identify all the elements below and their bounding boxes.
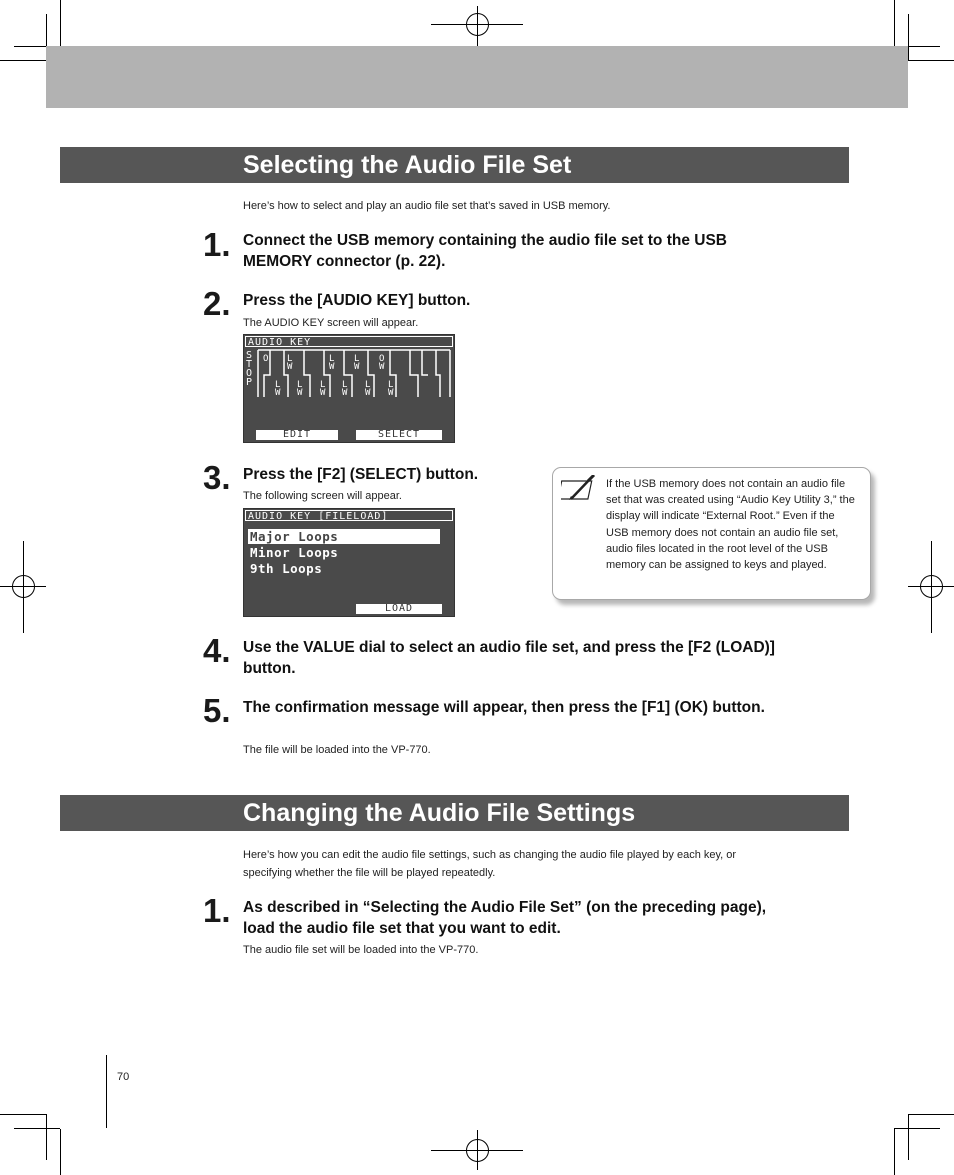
lcd-fileload-screen (243, 508, 455, 617)
lcd-list-item-selected[interactable]: Major Loops (248, 529, 440, 544)
svg-text:O: O (263, 354, 269, 364)
svg-text:W: W (379, 362, 385, 372)
lcd-audio-key-screen (243, 334, 455, 443)
section-header (60, 147, 849, 183)
note-text: If the USB memory does not contain an audio file set that was created using “Audio Key Utility 3,” the display will indicate “External Root.” Even if the USB memory does not contain an audio file set, audio files located in the root level of the USB memory can be assigned to keys and played. (606, 478, 855, 572)
step-number: 4. (203, 632, 231, 669)
svg-text:W: W (388, 388, 394, 398)
lcd-title: AUDIO KEY (245, 336, 453, 347)
step-result: The audio file set will be loaded into the VP-770. (243, 944, 479, 956)
svg-text:L: L (365, 380, 371, 390)
svg-text:W: W (329, 362, 335, 372)
step-instruction: As described in “Selecting the Audio File Set” (on the preceding page), load the audio file set that you want to edit. (243, 899, 767, 937)
step-instruction: Press the [F2] (SELECT) button. (243, 466, 479, 483)
keyboard-graphic (244, 335, 454, 442)
lcd-title: AUDIO KEY [FILELOAD] (245, 510, 453, 521)
step-number: 1. (203, 892, 231, 929)
section-intro: Here’s how you can edit the audio file settings, such as changing the audio file played by each key, or specifying whether the file will be played repeatedly. (243, 849, 737, 879)
step-instruction: Press the [AUDIO KEY] button. (243, 292, 471, 309)
page-number-rule (106, 1055, 107, 1128)
page-number: 70 (117, 1071, 130, 1083)
pencil-note-icon (561, 475, 601, 503)
lcd-load-button[interactable]: LOAD (356, 604, 442, 614)
section-header (60, 795, 849, 831)
lcd-list-item[interactable]: Minor Loops (250, 545, 339, 560)
step-result: The AUDIO KEY screen will appear. (243, 317, 419, 329)
svg-text:W: W (342, 388, 348, 398)
svg-text:L: L (342, 380, 348, 390)
step-number: 1. (203, 226, 231, 263)
svg-text:W: W (275, 388, 281, 398)
svg-text:W: W (287, 362, 293, 372)
svg-text:L: L (275, 380, 281, 390)
header-band (46, 46, 908, 108)
step-number: 3. (203, 459, 231, 496)
section-intro: Here’s how to select and play an audio file set that’s saved in USB memory. (243, 200, 611, 212)
svg-text:L: L (354, 354, 360, 364)
step-result: The file will be loaded into the VP-770. (243, 744, 431, 756)
lcd-stop-label: STOP (246, 350, 253, 388)
lcd-edit-button[interactable]: EDIT (256, 430, 338, 440)
step-instruction: Connect the USB memory containing the audio file set to the USB MEMORY connector (p. 22). (243, 232, 727, 270)
svg-text:L: L (388, 380, 394, 390)
svg-text:W: W (297, 388, 303, 398)
step-result: The following screen will appear. (243, 490, 402, 502)
section-title: Selecting the Audio File Set (243, 151, 572, 179)
section-title: Changing the Audio File Settings (243, 799, 636, 827)
lcd-select-button[interactable]: SELECT (356, 430, 442, 440)
step-instruction: The confirmation message will appear, then press the [F1] (OK) button. (243, 699, 765, 716)
svg-text:L: L (287, 354, 293, 364)
step-number: 2. (203, 285, 231, 322)
svg-text:L: L (297, 380, 303, 390)
svg-text:W: W (365, 388, 371, 398)
svg-text:L: L (320, 380, 326, 390)
svg-text:W: W (354, 362, 360, 372)
lcd-list-item[interactable]: 9th Loops (250, 561, 323, 576)
svg-text:W: W (320, 388, 326, 398)
note-box (552, 467, 871, 600)
step-number: 5. (203, 692, 231, 729)
svg-text:L: L (329, 354, 335, 364)
step-instruction: Use the VALUE dial to select an audio file set, and press the [F2 (LOAD)] button. (243, 639, 775, 677)
svg-text:O: O (379, 354, 385, 364)
